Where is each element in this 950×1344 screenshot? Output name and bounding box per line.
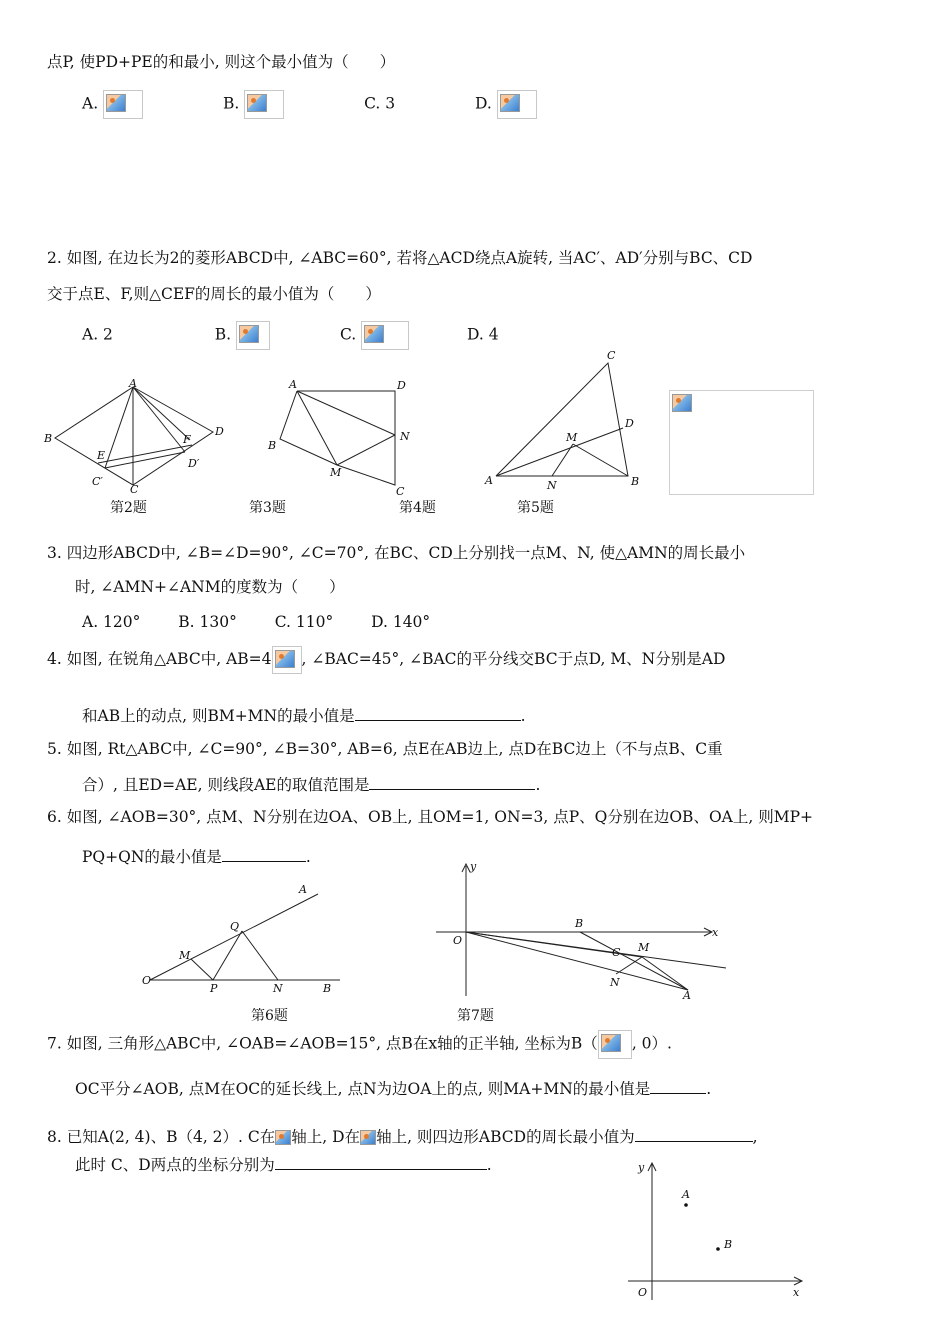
fig2-label: B <box>44 432 53 445</box>
fig2-label: C <box>130 483 139 495</box>
fig5-label: D <box>625 417 634 430</box>
q4-line1-part2: , ∠BAC=45°, ∠BAC的平分线交BC于点D, M、N分别是AD <box>301 650 726 668</box>
fig7-label: O <box>453 934 463 947</box>
fig7-label: N <box>610 976 620 989</box>
fig6-label: N <box>273 982 283 995</box>
broken-image-icon <box>361 321 409 350</box>
q8-answer-blank-2[interactable] <box>275 1153 487 1170</box>
fig6-label: P <box>210 982 218 995</box>
q3-options <box>82 612 430 632</box>
fig5-label: M <box>566 431 578 444</box>
q8-line1 <box>47 1125 758 1147</box>
broken-image-icon <box>598 1030 632 1059</box>
q8-answer-blank-1[interactable] <box>635 1125 753 1142</box>
point-a <box>684 1203 688 1207</box>
q8-line1-part1: 8. 已知A(2, 4)、B（4, 2）. C在 <box>47 1128 276 1146</box>
broken-image-icon <box>103 90 143 119</box>
figure-2 <box>40 375 230 495</box>
fig3-label: D <box>397 379 406 392</box>
fig2-label: C′ <box>92 475 103 488</box>
q6-end: . <box>305 848 311 866</box>
q2-options <box>82 321 499 350</box>
fig3-label: N <box>400 430 410 443</box>
q1-option-b: B. <box>222 94 240 113</box>
fig8-label: O <box>638 1286 648 1299</box>
q7-line2-text: OC平分∠AOB, 点M在OC的延长线上, 点N为边OA上的点, 则MA+MN的最小值是 <box>75 1080 651 1098</box>
broken-image-icon <box>244 90 284 119</box>
caption-4: 第4题 <box>399 500 436 516</box>
fig5-label: N <box>547 479 557 492</box>
q7-line1-part2: , 0）. <box>631 1034 672 1053</box>
fig8-label: B <box>724 1238 733 1251</box>
q4-line2-text: 和AB上的动点, 则BM+MN的最小值是 <box>82 707 355 725</box>
fig3-label: B <box>268 439 277 452</box>
fig5-label: A <box>485 474 493 487</box>
fig6-label: Q <box>230 920 240 933</box>
q8-line2-text: 此时 C、D两点的坐标分别为 <box>75 1156 275 1174</box>
fig8-label: A <box>682 1188 690 1201</box>
q5-end: . <box>535 776 541 794</box>
q5-line2 <box>82 773 540 795</box>
point-b <box>716 1247 720 1251</box>
broken-image-frame <box>669 390 814 495</box>
q3-option-c: C. 110° <box>274 613 334 631</box>
fig7-label: A <box>683 989 691 1002</box>
q1-options <box>82 90 537 119</box>
figure-5 <box>480 348 650 498</box>
fig8-label: y <box>638 1161 645 1174</box>
fig7-label: C <box>612 946 621 959</box>
q6-line2 <box>82 845 311 867</box>
q2-line2: 交于点E、F,则△CEF的周长的最小值为（ ） <box>47 285 381 303</box>
broken-image-icon <box>670 391 692 413</box>
q8-line1-end: , <box>752 1128 758 1146</box>
fig3-label: A <box>289 378 297 391</box>
fig6-label: A <box>299 883 307 896</box>
broken-image-icon <box>360 1130 376 1146</box>
q7-answer-blank[interactable] <box>650 1077 706 1094</box>
fig2-label: A <box>129 377 137 390</box>
broken-image-icon <box>275 1130 291 1146</box>
fig6-label: M <box>179 949 191 962</box>
q8-line1-part3: 轴上, 则四边形ABCD的周长最小值为 <box>376 1128 635 1146</box>
fig7-label: y <box>470 860 477 873</box>
q7-end: . <box>706 1080 712 1098</box>
fig2-label: E <box>97 449 106 462</box>
caption-5: 第5题 <box>517 500 554 516</box>
q7-line2 <box>75 1077 711 1099</box>
fig7-label: B <box>575 917 584 930</box>
fig3-label: M <box>330 466 342 479</box>
q2-option-c: C. <box>339 325 357 344</box>
q8-line2 <box>75 1153 492 1175</box>
q1-option-d: D. <box>474 94 492 113</box>
q3-line2: 时, ∠AMN+∠ANM的度数为（ ） <box>75 578 345 596</box>
fig5-label: B <box>631 475 640 488</box>
q5-line2-text: 合）, 且ED=AE, 则线段AE的取值范围是 <box>82 776 370 794</box>
q6-answer-blank[interactable] <box>222 845 306 862</box>
q4-line1 <box>47 646 725 674</box>
q3-line1: 3. 四边形ABCD中, ∠B=∠D=90°, ∠C=70°, 在BC、CD上分别找一点M、N, 使△AMN的周长最小 <box>47 544 746 562</box>
fig3-label: C <box>396 485 405 498</box>
q5-line1: 5. 如图, Rt△ABC中, ∠C=90°, ∠B=30°, AB=6, 点E在AB边上, 点D在BC边上（不与点B、C重 <box>47 740 723 758</box>
fig5-label: C <box>607 349 616 362</box>
q5-answer-blank[interactable] <box>369 773 535 790</box>
fig8-label: x <box>793 1286 800 1299</box>
q8-line1-part2: 轴上, D在 <box>291 1128 361 1146</box>
fig7-label: M <box>638 941 650 954</box>
q6-line1: 6. 如图, ∠AOB=30°, 点M、N分别在边OA、OB上, 且OM=1, ON=3, 点P、Q分别在边OB、OA上, 则MP+ <box>47 808 813 826</box>
q6-line2-text: PQ+QN的最小值是 <box>82 848 222 866</box>
q3-option-b: B. 130° <box>178 613 237 631</box>
figure-6 <box>135 880 350 995</box>
fig6-label: B <box>323 982 332 995</box>
q4-answer-blank[interactable] <box>355 704 521 721</box>
fig2-label: F <box>183 433 191 446</box>
broken-image-icon <box>236 321 270 350</box>
fig2-label: D′ <box>188 457 200 470</box>
caption-2: 第2题 <box>110 500 147 516</box>
figure-3 <box>262 375 422 500</box>
figure-7 <box>430 856 735 1004</box>
q4-end: . <box>520 707 526 725</box>
caption-7: 第7题 <box>457 1008 494 1024</box>
q1-option-c: C. 3 <box>364 94 396 113</box>
fig7-label: x <box>712 926 719 939</box>
q2-option-d: D. 4 <box>466 325 499 344</box>
figure-8-coordinate-plane <box>620 1155 815 1305</box>
q4-line1-part1: 4. 如图, 在锐角△ABC中, AB=4 <box>47 650 272 668</box>
q3-option-a: A. 120° <box>82 613 141 631</box>
fig2-label: D <box>215 425 224 438</box>
q2-option-a: A. 2 <box>82 325 113 344</box>
caption-3: 第3题 <box>249 500 286 516</box>
q4-line2 <box>82 704 526 726</box>
q7-line1-part1: 7. 如图, 三角形△ABC中, ∠OAB=∠AOB=15°, 点B在x轴的正半轴, 坐标为B（ <box>47 1034 598 1053</box>
fig6-label: O <box>142 974 152 987</box>
q2-line1: 2. 如图, 在边长为2的菱形ABCD中, ∠ABC=60°, 若将△ACD绕点A旋转, 当AC′、AD′分别与BC、CD <box>47 249 753 267</box>
q7-line1 <box>47 1030 672 1059</box>
q1-line: 点P, 使PD+PE的和最小, 则这个最小值为（ ） <box>47 53 396 71</box>
q1-option-a: A. <box>82 94 99 113</box>
q3-option-d: D. 140° <box>371 613 431 631</box>
caption-6: 第6题 <box>251 1008 288 1024</box>
q8-end: . <box>486 1156 492 1174</box>
q2-option-b: B. <box>214 325 232 344</box>
broken-image-icon <box>497 90 537 119</box>
broken-image-icon <box>272 646 302 674</box>
